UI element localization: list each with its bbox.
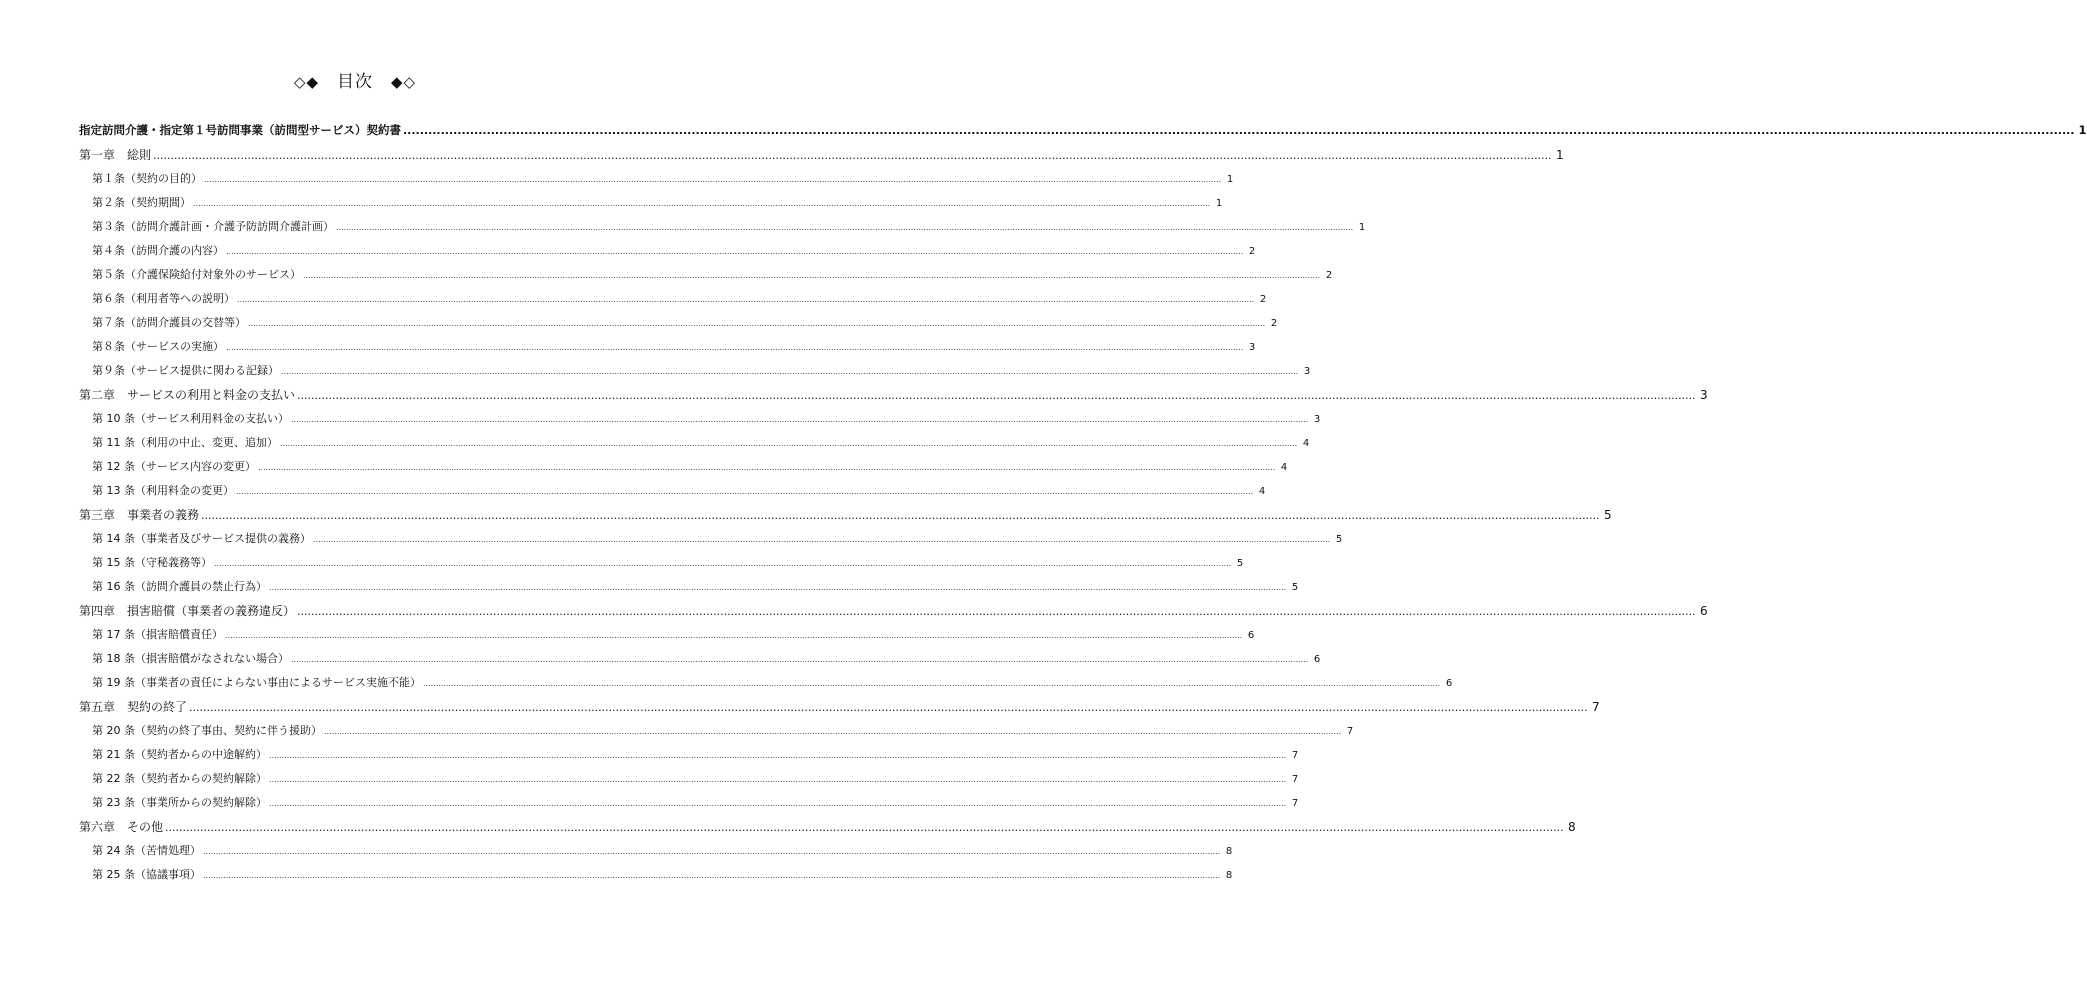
toc-entry-label: 第９条（サービス提供に関わる記録） bbox=[92, 364, 279, 377]
toc-entry-label: 第６条（利用者等への説明） bbox=[92, 292, 235, 305]
toc-entry-label: 第 10 条（サービス利用料金の支払い） bbox=[92, 412, 289, 425]
toc-dot-leader: ................................................................................................................................................................................................................................................................................................................................................................................................................ bbox=[269, 775, 1287, 784]
toc-dot-leader: ................................................................................................................................................................................................................................................................................................................................................................................................................ bbox=[203, 847, 1221, 856]
toc-entry-chapter[interactable] bbox=[79, 698, 1600, 722]
toc-entry-label: 第 23 条（事業所からの契約解除） bbox=[92, 796, 267, 809]
toc-dot-leader: ................................................................................................................................................................................................................................................................................................................................................................................................................ bbox=[291, 415, 1309, 424]
toc-entry-chapter[interactable] bbox=[79, 146, 1564, 170]
toc-entry-article[interactable] bbox=[79, 842, 1233, 866]
toc-entry-page-number: 4 bbox=[1258, 486, 1266, 497]
toc-entry-article[interactable] bbox=[79, 866, 1233, 890]
toc-entry-page-number: 7 bbox=[1592, 700, 1600, 714]
toc-entry-label: 第 11 条（利用の中止、変更、追加） bbox=[92, 436, 278, 449]
toc-dot-leader: ................................................................................................................................................................................................................................................................................................................................................................................................................ bbox=[153, 149, 1552, 162]
toc-entry-page-number: 7 bbox=[1346, 726, 1354, 737]
toc-entry-label: 指定訪問介護・指定第１号訪問事業（訪問型サービス）契約書 bbox=[79, 123, 401, 137]
toc-entry-page-number: 2 bbox=[1270, 318, 1278, 329]
toc-entry-article[interactable] bbox=[79, 458, 1288, 482]
toc-entry-article[interactable] bbox=[79, 674, 1453, 698]
toc-entry-doc[interactable] bbox=[79, 122, 2087, 146]
toc-dot-leader: ................................................................................................................................................................................................................................................................................................................................................................................................................ bbox=[269, 751, 1287, 760]
toc-entry-article[interactable] bbox=[79, 794, 1299, 818]
toc-entry-label: 第 18 条（損害賠償がなされない場合） bbox=[92, 652, 289, 665]
toc-entry-page-number: 6 bbox=[1313, 654, 1321, 665]
toc-dot-leader: ................................................................................................................................................................................................................................................................................................................................................................................................................ bbox=[269, 799, 1287, 808]
toc-entry-article[interactable] bbox=[79, 362, 1311, 386]
toc-entry-page-number: 4 bbox=[1280, 462, 1288, 473]
toc-entry-article[interactable] bbox=[79, 266, 1333, 290]
toc-dot-leader: ................................................................................................................................................................................................................................................................................................................................................................................................................ bbox=[201, 509, 1600, 522]
toc-entry-label: 第 20 条（契約の終了事由、契約に伴う援助） bbox=[92, 724, 322, 737]
toc-entry-page-number: 7 bbox=[1291, 774, 1299, 785]
toc-dot-leader: ................................................................................................................................................................................................................................................................................................................................................................................................................ bbox=[313, 535, 1331, 544]
toc-entry-label: 第５条（介護保険給付対象外のサービス） bbox=[92, 268, 301, 281]
toc-entry-label: 第五章 契約の終了 bbox=[79, 700, 188, 714]
toc-entry-label: 第４条（訪問介護の内容） bbox=[92, 244, 224, 257]
toc-dot-leader: ................................................................................................................................................................................................................................................................................................................................................................................................................ bbox=[280, 439, 1298, 448]
toc-entry-article[interactable] bbox=[79, 434, 1310, 458]
toc-entry-label: 第 25 条（協議事項） bbox=[92, 868, 201, 881]
toc-entry-article[interactable] bbox=[79, 338, 1256, 362]
toc-entry-article[interactable] bbox=[79, 290, 1267, 314]
toc-entry-page-number: 1 bbox=[1358, 222, 1366, 233]
toc-entry-article[interactable] bbox=[79, 578, 1299, 602]
toc-entry-page-number: 8 bbox=[1225, 870, 1233, 881]
toc-entry-article[interactable] bbox=[79, 626, 1255, 650]
toc-entry-article[interactable] bbox=[79, 482, 1266, 506]
toc-entry-page-number: 3 bbox=[1248, 342, 1256, 353]
toc-entry-page-number: 8 bbox=[1225, 846, 1233, 857]
toc-entry-article[interactable] bbox=[79, 314, 1278, 338]
toc-entry-page-number: 3 bbox=[1303, 366, 1311, 377]
toc-entry-label: 第 21 条（契約者からの中途解約） bbox=[92, 748, 267, 761]
toc-entry-page-number: 6 bbox=[1445, 678, 1453, 689]
toc-entry-page-number: 4 bbox=[1302, 438, 1310, 449]
toc-entry-label: 第 19 条（事業者の責任によらない事由によるサービス実施不能） bbox=[92, 676, 421, 689]
toc-entry-page-number: 1 bbox=[1226, 174, 1234, 185]
toc-entry-label: 第 13 条（利用料金の変更） bbox=[92, 484, 234, 497]
toc-entry-article[interactable] bbox=[79, 530, 1343, 554]
toc-dot-leader: ................................................................................................................................................................................................................................................................................................................................................................................................................ bbox=[203, 871, 1221, 880]
table-of-contents bbox=[79, 122, 2087, 890]
toc-entry-page-number: 5 bbox=[1335, 534, 1343, 545]
toc-entry-label: 第三章 事業者の義務 bbox=[79, 508, 200, 522]
toc-entry-page-number: 5 bbox=[1236, 558, 1244, 569]
toc-dot-leader: ................................................................................................................................................................................................................................................................................................................................................................................................................ bbox=[236, 487, 1254, 496]
toc-entry-article[interactable] bbox=[79, 242, 1256, 266]
toc-entry-page-number: 1 bbox=[1556, 148, 1564, 162]
toc-entry-chapter[interactable] bbox=[79, 818, 1576, 842]
toc-dot-leader: ................................................................................................................................................................................................................................................................................................................................................................................................................ bbox=[269, 583, 1287, 592]
toc-dot-leader: ................................................................................................................................................................................................................................................................................................................................................................................................................ bbox=[297, 605, 1696, 618]
toc-entry-chapter[interactable] bbox=[79, 386, 1708, 410]
toc-dot-leader: ................................................................................................................................................................................................................................................................................................................................................................................................................ bbox=[225, 631, 1243, 640]
toc-entry-article[interactable] bbox=[79, 650, 1321, 674]
toc-dot-leader: ................................................................................................................................................................................................................................................................................................................................................................................................................ bbox=[193, 199, 1211, 208]
toc-entry-page-number: 6 bbox=[1247, 630, 1255, 641]
toc-dot-leader: ................................................................................................................................................................................................................................................................................................................................................................................................................ bbox=[423, 679, 1441, 688]
toc-dot-leader: ................................................................................................................................................................................................................................................................................................................................................................................................................ bbox=[189, 701, 1588, 714]
toc-entry-article[interactable] bbox=[79, 194, 1223, 218]
toc-entry-label: 第 12 条（サービス内容の変更） bbox=[92, 460, 256, 473]
toc-dot-leader: ................................................................................................................................................................................................................................................................................................................................................................................................................ bbox=[303, 271, 1321, 280]
toc-dot-leader: ................................................................................................................................................................................................................................................................................................................................................................................................................ bbox=[336, 223, 1354, 232]
toc-entry-page-number: 8 bbox=[1568, 820, 1576, 834]
toc-entry-article[interactable] bbox=[79, 170, 1234, 194]
toc-title bbox=[0, 70, 710, 94]
toc-entry-label: 第四章 損害賠償（事業者の義務違反） bbox=[79, 604, 296, 618]
toc-entry-label: 第 17 条（損害賠償責任） bbox=[92, 628, 223, 641]
toc-dot-leader: ................................................................................................................................................................................................................................................................................................................................................................................................................ bbox=[281, 367, 1299, 376]
toc-entry-label: 第８条（サービスの実施） bbox=[92, 340, 224, 353]
toc-entry-page-number: 7 bbox=[1291, 750, 1299, 761]
toc-entry-page-number: 5 bbox=[1604, 508, 1612, 522]
toc-entry-page-number: 2 bbox=[1248, 246, 1256, 257]
toc-entry-label: 第７条（訪問介護員の交替等） bbox=[92, 316, 246, 329]
toc-dot-leader: ................................................................................................................................................................................................................................................................................................................................................................................................................ bbox=[214, 559, 1232, 568]
toc-entry-label: 第 15 条（守秘義務等） bbox=[92, 556, 212, 569]
toc-entry-label: 第 24 条（苦情処理） bbox=[92, 844, 201, 857]
toc-entry-label: 第一章 総則 bbox=[79, 148, 152, 162]
toc-entry-chapter[interactable] bbox=[79, 506, 1612, 530]
toc-dot-leader: ................................................................................................................................................................................................................................................................................................................................................................................................................ bbox=[226, 247, 1244, 256]
toc-dot-leader: ................................................................................................................................................................................................................................................................................................................................................................................................................ bbox=[324, 727, 1342, 736]
toc-entry-chapter[interactable] bbox=[79, 602, 1708, 626]
toc-dot-leader: ................................................................................................................................................................................................................................................................................................................................................................................................................ bbox=[204, 175, 1222, 184]
toc-dot-leader: ................................................................................................................................................................................................................................................................................................................................................................................................................ bbox=[291, 655, 1309, 664]
toc-entry-article[interactable] bbox=[79, 410, 1321, 434]
toc-entry-label: 第 14 条（事業者及びサービス提供の義務） bbox=[92, 532, 311, 545]
toc-entry-article[interactable] bbox=[79, 554, 1244, 578]
toc-dot-leader: ................................................................................................................................................................................................................................................................................................................................................................................................................ bbox=[403, 124, 2075, 137]
toc-entry-page-number: 1 bbox=[1215, 198, 1223, 209]
toc-entry-page-number: 3 bbox=[1700, 388, 1708, 402]
toc-entry-label: 第 22 条（契約者からの契約解除） bbox=[92, 772, 267, 785]
toc-entry-page-number: 1 bbox=[2078, 123, 2087, 137]
title-right-diamond-mark: ◆◇ bbox=[391, 73, 417, 91]
toc-entry-article[interactable] bbox=[79, 746, 1299, 770]
title-left-diamond-mark: ◇◆ bbox=[293, 73, 319, 91]
toc-entry-page-number: 5 bbox=[1291, 582, 1299, 593]
toc-entry-page-number: 7 bbox=[1291, 798, 1299, 809]
toc-dot-leader: ................................................................................................................................................................................................................................................................................................................................................................................................................ bbox=[165, 821, 1564, 834]
toc-entry-page-number: 6 bbox=[1700, 604, 1708, 618]
toc-entry-label: 第１条（契約の目的） bbox=[92, 172, 202, 185]
toc-dot-leader: ................................................................................................................................................................................................................................................................................................................................................................................................................ bbox=[297, 389, 1696, 402]
toc-dot-leader: ................................................................................................................................................................................................................................................................................................................................................................................................................ bbox=[258, 463, 1276, 472]
title-text: 目次 bbox=[337, 72, 373, 92]
toc-entry-label: 第六章 その他 bbox=[79, 820, 164, 834]
toc-entry-page-number: 3 bbox=[1313, 414, 1321, 425]
toc-dot-leader: ................................................................................................................................................................................................................................................................................................................................................................................................................ bbox=[226, 343, 1244, 352]
toc-entry-label: 第３条（訪問介護計画・介護予防訪問介護計画） bbox=[92, 220, 334, 233]
toc-entry-article[interactable] bbox=[79, 770, 1299, 794]
toc-dot-leader: ................................................................................................................................................................................................................................................................................................................................................................................................................ bbox=[248, 319, 1266, 328]
toc-dot-leader: ................................................................................................................................................................................................................................................................................................................................................................................................................ bbox=[237, 295, 1255, 304]
toc-entry-page-number: 2 bbox=[1259, 294, 1267, 305]
toc-entry-label: 第２条（契約期間） bbox=[92, 196, 191, 209]
toc-entry-article[interactable] bbox=[79, 218, 1366, 242]
toc-entry-article[interactable] bbox=[79, 722, 1354, 746]
toc-entry-label: 第 16 条（訪問介護員の禁止行為） bbox=[92, 580, 267, 593]
toc-entry-label: 第二章 サービスの利用と料金の支払い bbox=[79, 388, 296, 402]
toc-entry-page-number: 2 bbox=[1325, 270, 1333, 281]
